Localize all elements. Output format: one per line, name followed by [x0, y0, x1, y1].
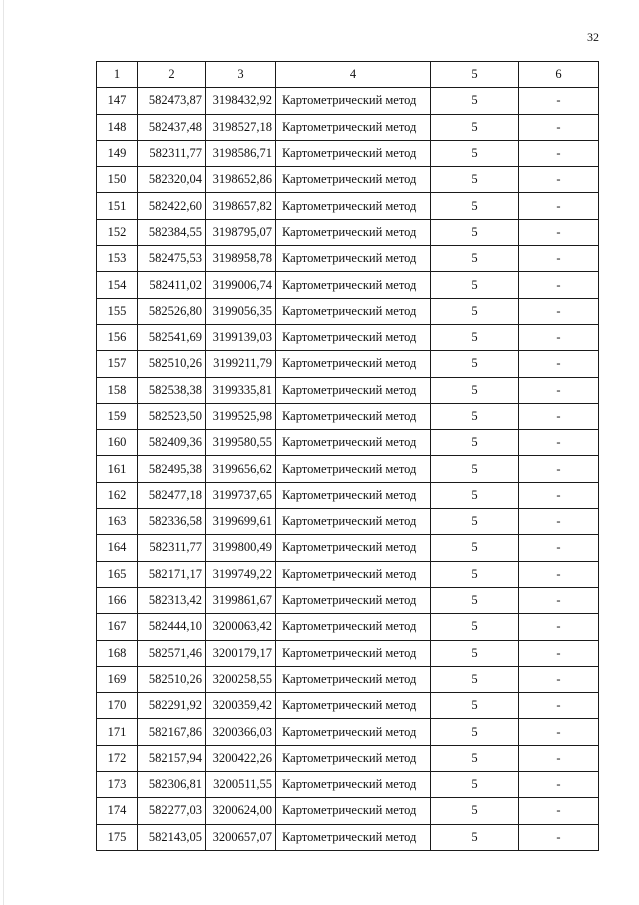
cell-point-number: 159 — [97, 403, 138, 429]
cell-accuracy: 5 — [431, 745, 519, 771]
cell-x-coordinate: 582313,42 — [138, 587, 206, 613]
cell-method: Картометрический метод — [276, 430, 431, 456]
cell-point-number: 170 — [97, 693, 138, 719]
cell-x-coordinate: 582541,69 — [138, 324, 206, 350]
cell-point-number: 175 — [97, 824, 138, 850]
cell-accuracy: 5 — [431, 798, 519, 824]
table-row — [97, 324, 599, 350]
cell-x-coordinate: 582311,77 — [138, 140, 206, 166]
cell-accuracy: 5 — [431, 324, 519, 350]
header-col-3: 3 — [206, 62, 276, 88]
cell-point-number: 147 — [97, 88, 138, 114]
cell-y-coordinate: 3199056,35 — [206, 298, 276, 324]
cell-point-number: 161 — [97, 456, 138, 482]
cell-point-number: 149 — [97, 140, 138, 166]
cell-y-coordinate: 3198657,82 — [206, 193, 276, 219]
table-row — [97, 167, 599, 193]
table-row — [97, 88, 599, 114]
coordinates-table — [96, 61, 599, 851]
cell-accuracy: 5 — [431, 114, 519, 140]
cell-x-coordinate: 582409,36 — [138, 430, 206, 456]
cell-note: - — [519, 377, 599, 403]
cell-point-number: 150 — [97, 167, 138, 193]
cell-y-coordinate: 3200422,26 — [206, 745, 276, 771]
cell-accuracy: 5 — [431, 535, 519, 561]
cell-point-number: 148 — [97, 114, 138, 140]
cell-point-number: 169 — [97, 666, 138, 692]
table-row — [97, 482, 599, 508]
cell-x-coordinate: 582523,50 — [138, 403, 206, 429]
cell-accuracy: 5 — [431, 509, 519, 535]
cell-point-number: 164 — [97, 535, 138, 561]
cell-method: Картометрический метод — [276, 719, 431, 745]
cell-accuracy: 5 — [431, 772, 519, 798]
cell-point-number: 166 — [97, 587, 138, 613]
cell-y-coordinate: 3199525,98 — [206, 403, 276, 429]
cell-x-coordinate: 582336,58 — [138, 509, 206, 535]
table-row — [97, 824, 599, 850]
cell-point-number: 162 — [97, 482, 138, 508]
cell-accuracy: 5 — [431, 351, 519, 377]
header-col-5: 5 — [431, 62, 519, 88]
cell-note: - — [519, 482, 599, 508]
table-row — [97, 614, 599, 640]
cell-note: - — [519, 140, 599, 166]
cell-note: - — [519, 88, 599, 114]
cell-x-coordinate: 582473,87 — [138, 88, 206, 114]
cell-accuracy: 5 — [431, 614, 519, 640]
cell-y-coordinate: 3199006,74 — [206, 272, 276, 298]
cell-x-coordinate: 582538,38 — [138, 377, 206, 403]
cell-method: Картометрический метод — [276, 219, 431, 245]
cell-accuracy: 5 — [431, 377, 519, 403]
table-row — [97, 193, 599, 219]
cell-method: Картометрический метод — [276, 193, 431, 219]
cell-accuracy: 5 — [431, 403, 519, 429]
cell-method: Картометрический метод — [276, 114, 431, 140]
table-row — [97, 640, 599, 666]
cell-y-coordinate: 3200258,55 — [206, 666, 276, 692]
cell-accuracy: 5 — [431, 272, 519, 298]
table-row — [97, 693, 599, 719]
cell-point-number: 155 — [97, 298, 138, 324]
cell-note: - — [519, 298, 599, 324]
cell-note: - — [519, 561, 599, 587]
table-row — [97, 772, 599, 798]
cell-method: Картометрический метод — [276, 403, 431, 429]
cell-point-number: 163 — [97, 509, 138, 535]
cell-x-coordinate: 582157,94 — [138, 745, 206, 771]
page-number: 32 — [587, 30, 599, 44]
cell-x-coordinate: 582384,55 — [138, 219, 206, 245]
cell-accuracy: 5 — [431, 193, 519, 219]
table-row — [97, 140, 599, 166]
cell-note: - — [519, 798, 599, 824]
cell-point-number: 157 — [97, 351, 138, 377]
cell-method: Картометрический метод — [276, 246, 431, 272]
header-col-6: 6 — [519, 62, 599, 88]
cell-method: Картометрический метод — [276, 377, 431, 403]
cell-method: Картометрический метод — [276, 88, 431, 114]
cell-note: - — [519, 587, 599, 613]
table-row — [97, 430, 599, 456]
cell-point-number: 165 — [97, 561, 138, 587]
table-row — [97, 719, 599, 745]
cell-point-number: 173 — [97, 772, 138, 798]
table-body — [97, 88, 599, 851]
cell-y-coordinate: 3199580,55 — [206, 430, 276, 456]
cell-y-coordinate: 3199656,62 — [206, 456, 276, 482]
cell-y-coordinate: 3199800,49 — [206, 535, 276, 561]
cell-point-number: 152 — [97, 219, 138, 245]
cell-y-coordinate: 3199861,67 — [206, 587, 276, 613]
cell-method: Картометрический метод — [276, 587, 431, 613]
cell-note: - — [519, 193, 599, 219]
cell-note: - — [519, 430, 599, 456]
cell-accuracy: 5 — [431, 219, 519, 245]
cell-method: Картометрический метод — [276, 640, 431, 666]
cell-y-coordinate: 3198432,92 — [206, 88, 276, 114]
cell-note: - — [519, 772, 599, 798]
cell-note: - — [519, 456, 599, 482]
cell-method: Картометрический метод — [276, 351, 431, 377]
cell-y-coordinate: 3200359,42 — [206, 693, 276, 719]
table-row — [97, 403, 599, 429]
cell-y-coordinate: 3198795,07 — [206, 219, 276, 245]
cell-note: - — [519, 167, 599, 193]
cell-y-coordinate: 3200179,17 — [206, 640, 276, 666]
cell-x-coordinate: 582167,86 — [138, 719, 206, 745]
cell-note: - — [519, 272, 599, 298]
cell-accuracy: 5 — [431, 482, 519, 508]
cell-method: Картометрический метод — [276, 298, 431, 324]
cell-y-coordinate: 3199139,03 — [206, 324, 276, 350]
cell-y-coordinate: 3200511,55 — [206, 772, 276, 798]
cell-accuracy: 5 — [431, 167, 519, 193]
cell-x-coordinate: 582422,60 — [138, 193, 206, 219]
cell-x-coordinate: 582291,92 — [138, 693, 206, 719]
cell-point-number: 154 — [97, 272, 138, 298]
cell-x-coordinate: 582411,02 — [138, 272, 206, 298]
cell-method: Картометрический метод — [276, 324, 431, 350]
cell-method: Картометрический метод — [276, 535, 431, 561]
cell-note: - — [519, 640, 599, 666]
scan-edge-line — [3, 0, 4, 905]
cell-point-number: 167 — [97, 614, 138, 640]
cell-accuracy: 5 — [431, 640, 519, 666]
cell-accuracy: 5 — [431, 561, 519, 587]
cell-method: Картометрический метод — [276, 772, 431, 798]
cell-note: - — [519, 114, 599, 140]
table-row — [97, 535, 599, 561]
cell-method: Картометрический метод — [276, 272, 431, 298]
cell-method: Картометрический метод — [276, 798, 431, 824]
table-row — [97, 114, 599, 140]
cell-x-coordinate: 582444,10 — [138, 614, 206, 640]
table-row — [97, 246, 599, 272]
cell-note: - — [519, 403, 599, 429]
table-row — [97, 587, 599, 613]
table-row — [97, 298, 599, 324]
cell-x-coordinate: 582475,53 — [138, 246, 206, 272]
cell-point-number: 153 — [97, 246, 138, 272]
cell-note: - — [519, 824, 599, 850]
cell-x-coordinate: 582510,26 — [138, 351, 206, 377]
cell-method: Картометрический метод — [276, 824, 431, 850]
cell-x-coordinate: 582477,18 — [138, 482, 206, 508]
cell-method: Картометрический метод — [276, 456, 431, 482]
cell-y-coordinate: 3199749,22 — [206, 561, 276, 587]
cell-point-number: 156 — [97, 324, 138, 350]
cell-x-coordinate: 582526,80 — [138, 298, 206, 324]
cell-y-coordinate: 3200063,42 — [206, 614, 276, 640]
cell-note: - — [519, 693, 599, 719]
cell-accuracy: 5 — [431, 824, 519, 850]
cell-accuracy: 5 — [431, 298, 519, 324]
cell-y-coordinate: 3200366,03 — [206, 719, 276, 745]
cell-accuracy: 5 — [431, 456, 519, 482]
cell-method: Картометрический метод — [276, 561, 431, 587]
table-header-row — [97, 62, 599, 88]
table-row — [97, 377, 599, 403]
cell-x-coordinate: 582320,04 — [138, 167, 206, 193]
header-col-4: 4 — [276, 62, 431, 88]
table-row — [97, 272, 599, 298]
cell-x-coordinate: 582311,77 — [138, 535, 206, 561]
table-row — [97, 351, 599, 377]
cell-method: Картометрический метод — [276, 614, 431, 640]
cell-accuracy: 5 — [431, 430, 519, 456]
cell-point-number: 171 — [97, 719, 138, 745]
cell-method: Картометрический метод — [276, 509, 431, 535]
cell-accuracy: 5 — [431, 666, 519, 692]
cell-method: Картометрический метод — [276, 482, 431, 508]
cell-note: - — [519, 219, 599, 245]
cell-x-coordinate: 582143,05 — [138, 824, 206, 850]
table-row — [97, 666, 599, 692]
cell-accuracy: 5 — [431, 246, 519, 272]
cell-note: - — [519, 719, 599, 745]
table-row — [97, 219, 599, 245]
cell-y-coordinate: 3198652,86 — [206, 167, 276, 193]
table-row — [97, 745, 599, 771]
cell-y-coordinate: 3198527,18 — [206, 114, 276, 140]
cell-method: Картометрический метод — [276, 140, 431, 166]
cell-accuracy: 5 — [431, 719, 519, 745]
cell-note: - — [519, 666, 599, 692]
cell-point-number: 168 — [97, 640, 138, 666]
cell-x-coordinate: 582495,38 — [138, 456, 206, 482]
cell-x-coordinate: 582306,81 — [138, 772, 206, 798]
cell-x-coordinate: 582437,48 — [138, 114, 206, 140]
cell-method: Картометрический метод — [276, 167, 431, 193]
cell-y-coordinate: 3199211,79 — [206, 351, 276, 377]
table-row — [97, 509, 599, 535]
cell-method: Картометрический метод — [276, 745, 431, 771]
cell-point-number: 174 — [97, 798, 138, 824]
cell-x-coordinate: 582171,17 — [138, 561, 206, 587]
table-row — [97, 561, 599, 587]
cell-note: - — [519, 535, 599, 561]
table-row — [97, 798, 599, 824]
cell-accuracy: 5 — [431, 88, 519, 114]
cell-y-coordinate: 3199699,61 — [206, 509, 276, 535]
cell-point-number: 172 — [97, 745, 138, 771]
cell-point-number: 151 — [97, 193, 138, 219]
cell-note: - — [519, 509, 599, 535]
cell-accuracy: 5 — [431, 587, 519, 613]
cell-y-coordinate: 3198586,71 — [206, 140, 276, 166]
cell-point-number: 160 — [97, 430, 138, 456]
table-row — [97, 456, 599, 482]
header-col-2: 2 — [138, 62, 206, 88]
cell-y-coordinate: 3199335,81 — [206, 377, 276, 403]
cell-note: - — [519, 324, 599, 350]
cell-note: - — [519, 614, 599, 640]
cell-method: Картометрический метод — [276, 666, 431, 692]
cell-y-coordinate: 3199737,65 — [206, 482, 276, 508]
header-col-1: 1 — [97, 62, 138, 88]
cell-x-coordinate: 582571,46 — [138, 640, 206, 666]
cell-note: - — [519, 351, 599, 377]
cell-accuracy: 5 — [431, 140, 519, 166]
cell-x-coordinate: 582510,26 — [138, 666, 206, 692]
cell-note: - — [519, 246, 599, 272]
cell-y-coordinate: 3198958,78 — [206, 246, 276, 272]
cell-y-coordinate: 3200657,07 — [206, 824, 276, 850]
cell-x-coordinate: 582277,03 — [138, 798, 206, 824]
cell-point-number: 158 — [97, 377, 138, 403]
cell-accuracy: 5 — [431, 693, 519, 719]
cell-y-coordinate: 3200624,00 — [206, 798, 276, 824]
cell-note: - — [519, 745, 599, 771]
cell-method: Картометрический метод — [276, 693, 431, 719]
